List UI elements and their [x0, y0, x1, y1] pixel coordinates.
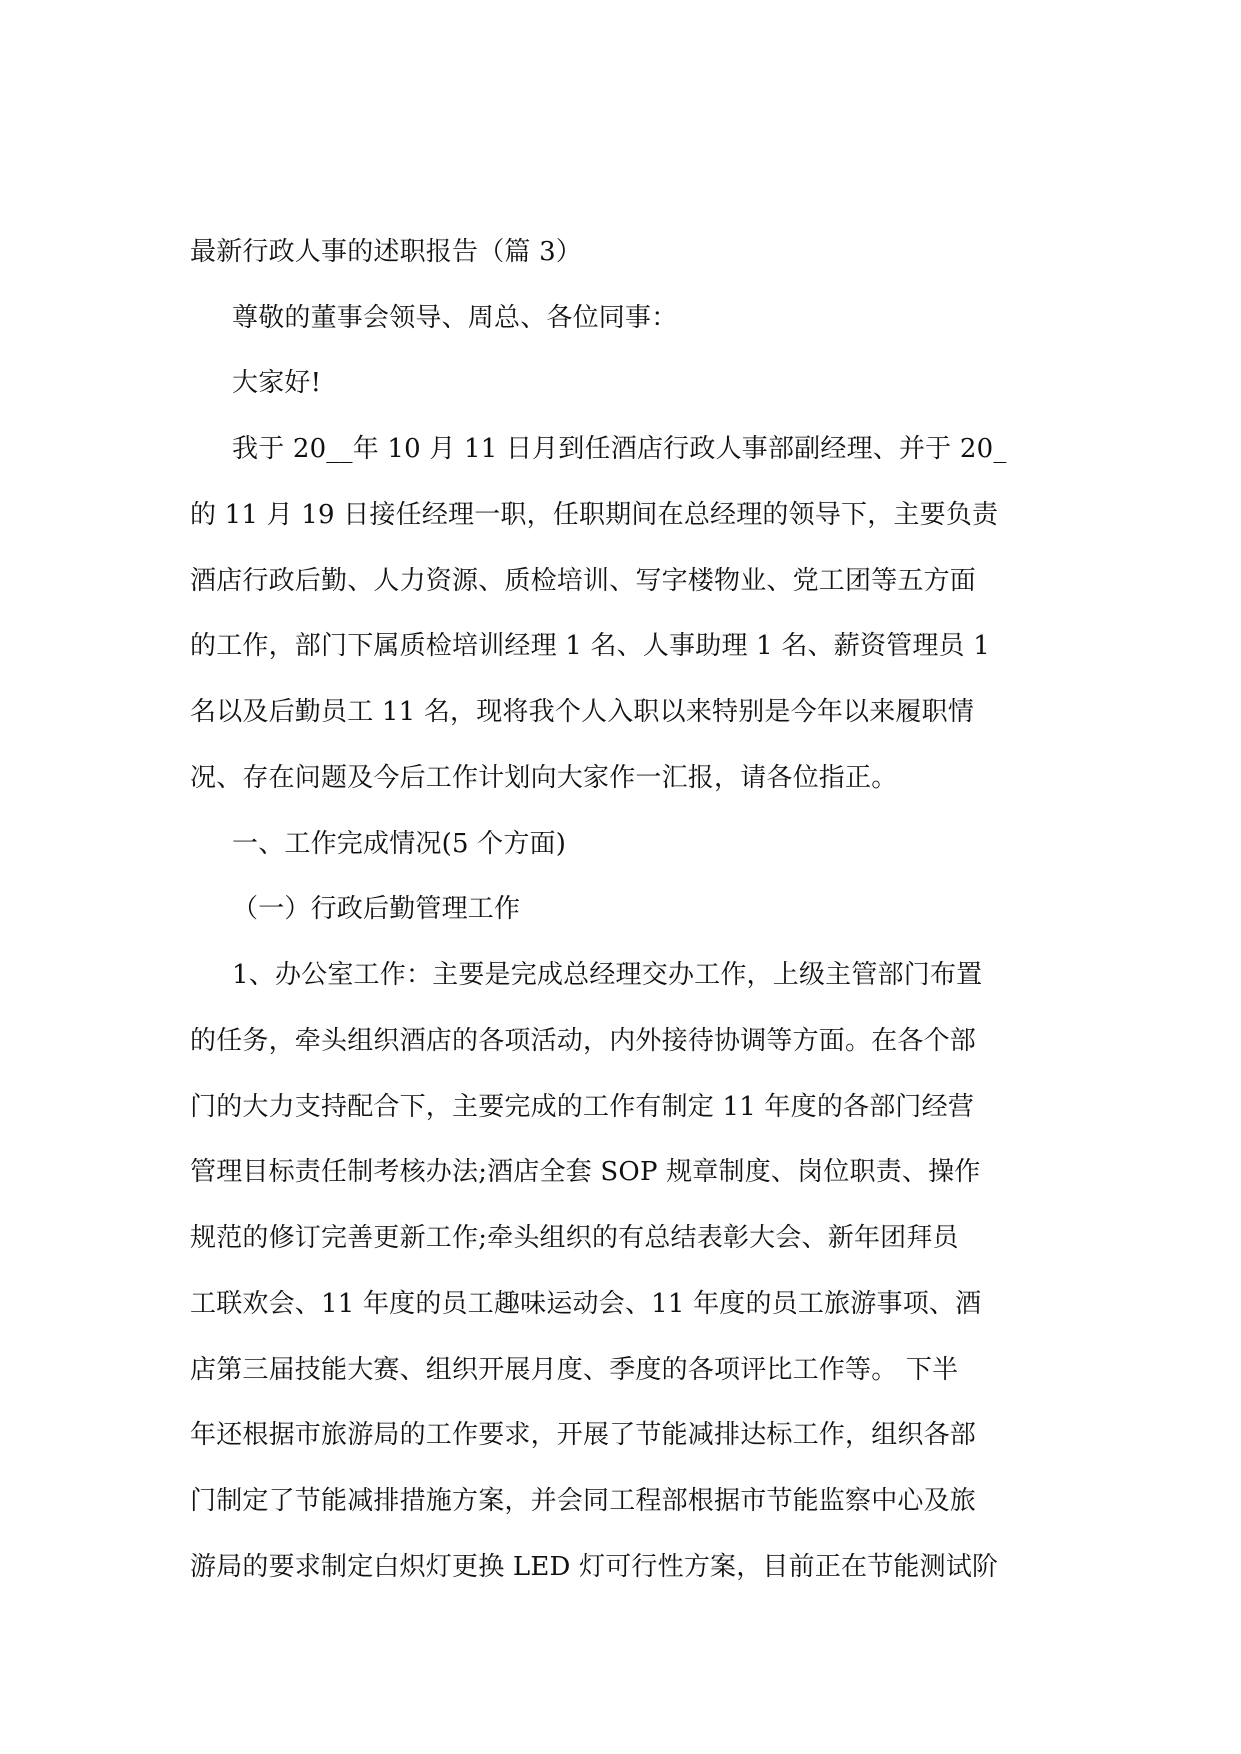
paragraph-line: 况、存在问题及今后工作计划向大家作一汇报，请各位指正。 — [190, 763, 898, 793]
paragraph-line: 工联欢会、11 年度的员工趣味运动会、11 年度的员工旅游事项、酒 — [190, 1289, 982, 1319]
paragraph-line: 我于 20__年 10 月 11 日月到任酒店行政人事部副经理、并于 20_ — [232, 434, 1007, 464]
salutation: 尊敬的董事会领导、周总、各位同事： — [232, 303, 678, 333]
paragraph-line: 店第三届技能大赛、组织开展月度、季度的各项评比工作等。 下半 — [190, 1355, 959, 1385]
paragraph-line: 的任务，牵头组织酒店的各项活动，内外接待协调等方面。在各个部 — [190, 1026, 977, 1056]
paragraph-line: 酒店行政后勤、人力资源、质检培训、写字楼物业、党工团等五方面 — [190, 566, 977, 596]
greeting: 大家好! — [232, 368, 322, 398]
section-heading: 一、工作完成情况(5 个方面) — [232, 829, 567, 859]
paragraph-line: 名以及后勤员工 11 名，现将我个人入职以来特别是今年以来履职情 — [190, 697, 975, 727]
paragraph-line: 门的大力支持配合下，主要完成的工作有制定 11 年度的各部门经营 — [190, 1092, 975, 1122]
paragraph-line: 门制定了节能减排措施方案，并会同工程部根据市节能监察中心及旅 — [190, 1486, 977, 1516]
paragraph-line: 规范的修订完善更新工作;牵头组织的有总结表彰大会、新年团拜员 — [190, 1223, 959, 1253]
paragraph-line: 的工作，部门下属质检培训经理 1 名、人事助理 1 名、薪资管理员 1 — [190, 631, 990, 661]
paragraph-line: 管理目标责任制考核办法;酒店全套 SOP 规章制度、岗位职责、操作 — [190, 1157, 981, 1187]
subsection-heading: （一）行政后勤管理工作 — [232, 894, 521, 924]
document-title: 最新行政人事的述职报告（篇 3） — [190, 237, 583, 267]
paragraph-line: 的 11 月 19 日接任经理一职，任职期间在总经理的领导下，主要负责 — [190, 500, 999, 530]
paragraph-line: 1、办公室工作：主要是完成总经理交办工作，上级主管部门布置 — [232, 960, 983, 990]
paragraph-line: 游局的要求制定白炽灯更换 LED 灯可行性方案，目前正在节能测试阶 — [190, 1552, 999, 1582]
paragraph-line: 年还根据市旅游局的工作要求，开展了节能减排达标工作，组织各部 — [190, 1420, 977, 1450]
